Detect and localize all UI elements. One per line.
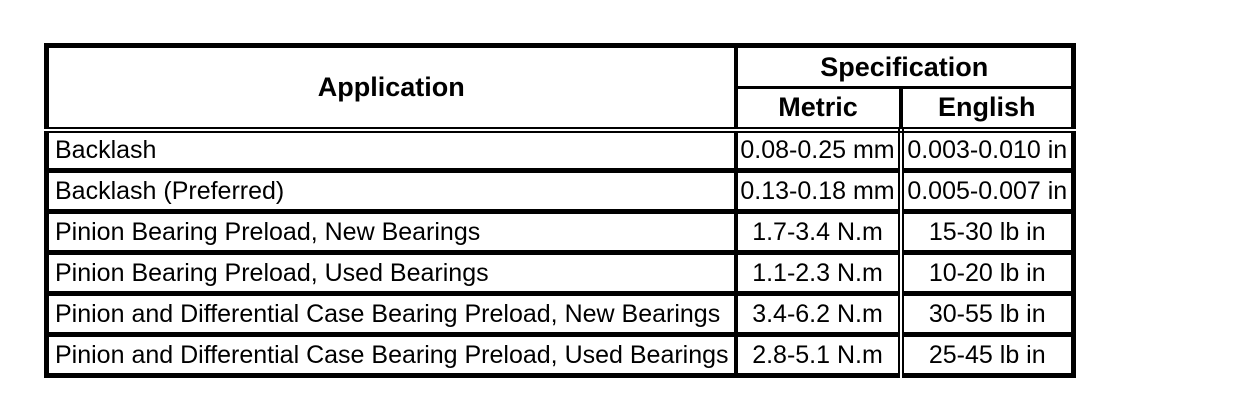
table-row (47, 335, 1074, 376)
column-header-application: Application (47, 46, 736, 130)
table-row (47, 294, 1074, 335)
spec-table (44, 43, 1076, 378)
english-cell: 30-55 lb in (901, 294, 1074, 335)
application-cell: Pinion and Differential Case Bearing Preload, New Bearings (47, 294, 736, 335)
english-cell: 25-45 lb in (901, 335, 1074, 376)
column-header-english: English (938, 92, 1036, 123)
column-header-metric: Metric (736, 88, 901, 130)
english-cell: 10-20 lb in (901, 253, 1074, 294)
header-row-1 (47, 46, 1074, 88)
table-row (47, 130, 1074, 171)
application-cell: Pinion and Differential Case Bearing Preload, Used Bearings (47, 335, 736, 376)
table-row (47, 212, 1074, 253)
metric-cell: 0.13-0.18 mm (736, 171, 901, 212)
english-cell: 15-30 lb in (901, 212, 1074, 253)
table-row (47, 253, 1074, 294)
metric-cell: 1.1-2.3 N.m (736, 253, 901, 294)
metric-cell: 2.8-5.1 N.m (736, 335, 901, 376)
table-row (47, 171, 1074, 212)
metric-cell: 3.4-6.2 N.m (736, 294, 901, 335)
application-cell: Backlash (47, 130, 736, 171)
metric-cell: 1.7-3.4 N.m (736, 212, 901, 253)
english-cell: 0.005-0.007 in (901, 171, 1074, 212)
metric-cell: 0.08-0.25 mm (736, 130, 901, 171)
english-cell: 0.003-0.010 in (901, 130, 1074, 171)
column-header-specification: Specification (736, 46, 1074, 88)
application-cell: Pinion Bearing Preload, New Bearings (47, 212, 736, 253)
application-cell: Pinion Bearing Preload, Used Bearings (47, 253, 736, 294)
application-cell: Backlash (Preferred) (47, 171, 736, 212)
